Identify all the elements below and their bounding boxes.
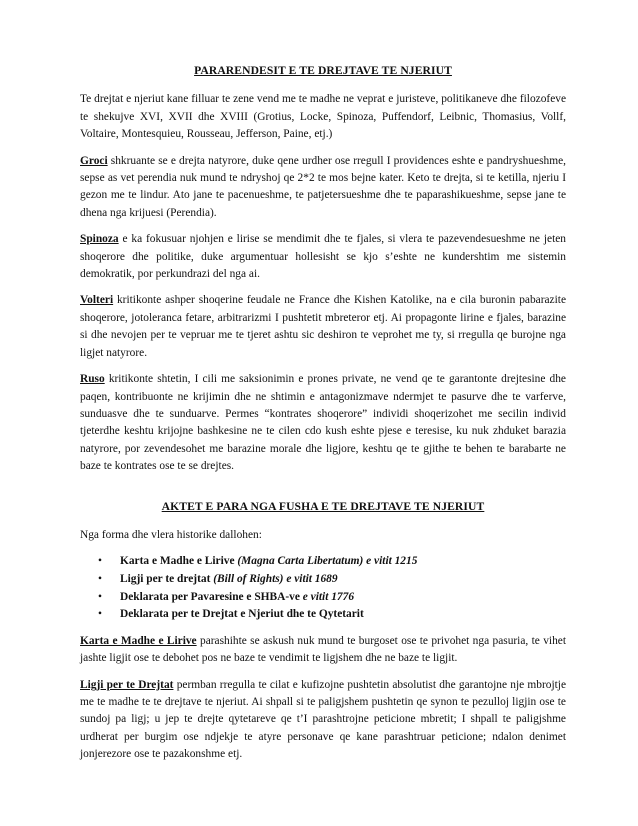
bullet-icon: • xyxy=(98,555,102,568)
bullet-icon: • xyxy=(98,572,102,585)
act-name: Karta e Madhe e Lirive xyxy=(120,555,238,568)
act-name: Deklarata per Pavaresine e SHBA-ve xyxy=(120,590,303,603)
bullet-icon: • xyxy=(98,608,102,621)
paragraph-spinoza-text: e ka fokusuar njohjen e lirise se mendimit dhe te fjales, si vlera te pazevendesueshme ne jeten shoqerore dhe politike, duke argumentuar hollesisht se kjo s’eshte ne kundershtim me sistemin demokratik, por perkundrazi del nga ai. xyxy=(80,233,566,281)
list-item xyxy=(98,553,566,571)
acts-intro: Nga forma dhe vlera historike dallohen: xyxy=(80,528,262,541)
paragraph-groci xyxy=(80,153,566,223)
term-ligji: Ligji per te Drejtat xyxy=(80,678,174,691)
term-karta: Karta e Madhe e Lirive xyxy=(80,634,197,647)
acts-list xyxy=(80,553,566,623)
section-title-aktet: AKTET E PARA NGA FUSHA E TE DREJTAVE TE NJERIUT xyxy=(161,499,485,513)
paragraph-karta-text: parashihte se askush nuk mund te burgoset ose te privohet nga pasuria, te vihet jashte ligjit ose te debohet pos ne baze te vendimit te ligjshem dhe ne baze te ligjit. xyxy=(80,634,566,665)
act-note: (Bill of Rights) e vitit 1689 xyxy=(213,572,338,585)
term-groci: Groci xyxy=(80,154,108,167)
paragraph-ligji-text: permban rregulla te cilat e kufizojne pushtetin absolutist dhe garantojne nje mbrojtje me te madhe te te drejtave te njeriut. Ai shpall si te paligjshem pushtetin qe synon te pezulloj ligjin ose te sundoj pa ligj; u jep te drejte qytetareve qe t’I parashtrojne peticione mbretit; I shpall te paligjshme urdherat per burgim ose ndjekje te atyre personave qe kane parashtruar peticione; ndalon denimet jonjerezore ose te pazakonshme etj. xyxy=(80,678,566,761)
paragraph-ligji xyxy=(80,677,566,764)
list-item xyxy=(98,571,566,589)
paragraph-ruso-text: kritikonte shtetin, I cili me saksionimin e prones private, ne vend qe te garantonte drejtesine dhe paqen, kontribuonte ne krijimin dhe ne shtimin e antagonizmave ndermjet te pasurve dhe te varferve, sunduasve dhe te sunduarve. Permes “kontrates shoqerore” individi shoqerizohet me secilin individ tjeterdhe keshtu krijojne bashkesine ne te cilen cdo kush eshte pjese e teresise, ku nuk zhduket barazia natyrore, por zevendesohet me barazine morale dhe ligjore, keshtu qe te gjithe te behen te barabarte ne baze te kontrates ose te se drejtes. xyxy=(80,373,566,473)
paragraph-volteri xyxy=(80,292,566,362)
act-note: (Magna Carta Libertatum) e vitit 1215 xyxy=(237,555,418,568)
paragraph-volteri-text: kritikonte ashper shoqerine feudale ne France dhe Kishen Katolike, na e cila buronin pabarazite shoqerore, jotoleranca fetare, arbitrarizmi I pushtetit mbreteror etj. Ai propagonte lirine e fjales, barazine si dhe nevojen per te vepruar me te tjeret ashtu sic deshiron te veprohet me ty, si rregulla qe burojne nga ligjet natyrore. xyxy=(80,294,566,359)
term-spinoza: Spinoza xyxy=(80,233,119,246)
paragraph-spinoza xyxy=(80,231,566,283)
paragraph-groci-text: shkruante se e drejta natyrore, duke qene urdher ose rregull I providences eshte e pandryshueshme, sepse as vet perendia nuk mund te ndryshoj qe 2*2 te mos bejne kater. Keto te drejta, si te ketilla, njeriu I gezon me te lindur. Ato jane te pacenueshme, te patjetersueshme dhe te paparashikueshme, sepse jane te dhena nga krijuesi (Perendia). xyxy=(80,154,566,219)
act-note: e vitit 1776 xyxy=(302,590,355,603)
term-volteri: Volteri xyxy=(80,294,114,307)
paragraph-karta xyxy=(80,633,566,668)
act-name: Deklarata per te Drejtat e Njeriut dhe te Qytetarit xyxy=(120,608,364,621)
paragraph-ruso xyxy=(80,371,566,475)
document-page xyxy=(80,62,566,773)
list-item xyxy=(98,606,566,624)
section-title-pararendesit: PARARENDESIT E TE DREJTAVE TE NJERIUT xyxy=(194,64,452,77)
term-ruso: Ruso xyxy=(80,373,105,386)
bullet-icon: • xyxy=(98,590,102,603)
act-name: Ligji per te drejtat xyxy=(120,572,214,585)
intro-paragraph: Te drejtat e njeriut kane filluar te zene vend me te madhe ne veprat e juristeve, politikaneve dhe filozofeve te shekujve XVI, XVII dhe XVIII (Grotius, Locke, Spinoza, Puffendorf, Leibnic, Thomasius, Vollf, Voltaire, Montesquieu, Rousseau, Jefferson, Paine, etj.) xyxy=(80,93,566,141)
list-item xyxy=(98,589,566,607)
